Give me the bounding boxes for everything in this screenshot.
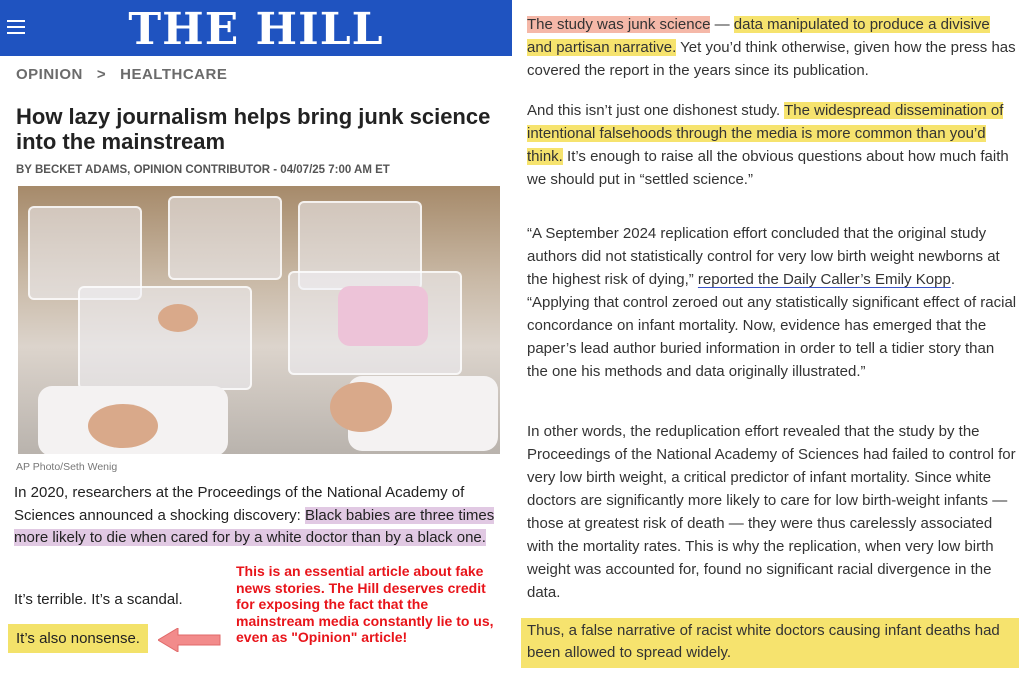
right-paragraph-3: [527, 222, 1017, 383]
paragraph-text: Yet you’d think otherwise, given how the press has covered the report in the years since its publication.: [527, 39, 1016, 79]
article-headline: How lazy journalism helps bring junk science into the mainstream: [16, 104, 491, 154]
breadcrumb-healthcare[interactable]: HEALTHCARE: [120, 66, 228, 83]
article-byline: BY BECKET ADAMS, OPINION CONTRIBUTOR - 04/07/25 7:00 AM ET: [16, 164, 390, 176]
article-paragraph-1: [14, 482, 502, 550]
article-paragraph-2: It’s terrible. It’s a scandal.: [14, 591, 183, 608]
highlight-manipulated: data manipulated to produce a divisive and partisan narrative.: [527, 16, 990, 56]
dash-text: —: [710, 16, 734, 33]
breadcrumb: [16, 66, 227, 83]
breadcrumb-separator: >: [96, 66, 107, 83]
quote-text: “A September 2024 replication effort concluded that the original study authors did not statistically control for very low birth weight newborns at the highest risk of dying,”: [527, 225, 1000, 288]
highlight-junk-science: The study was junk science: [527, 16, 711, 33]
site-logo[interactable]: THE HILL: [128, 4, 384, 55]
masthead: [0, 0, 512, 56]
baby-face: [330, 382, 392, 432]
photo-caption: AP Photo/Seth Wenig: [16, 461, 118, 473]
paragraph-text: In 2020, researchers at the Proceedings of the National Academy of Sciences announced a shocking discovery:: [14, 484, 465, 524]
daily-caller-link[interactable]: reported the Daily Caller’s Emily Kopp: [697, 271, 951, 288]
bassinet: [78, 286, 252, 390]
annotation-note: This is an essential article about fake news stories. The Hill deserves credit for exposing the fact that the mainstream media constantly lie to us, even as "Opinion" article!: [236, 563, 494, 645]
bassinet: [168, 196, 282, 280]
breadcrumb-opinion[interactable]: OPINION: [16, 66, 83, 83]
bassinet: [288, 271, 462, 375]
article-paragraph-3: It’s also nonsense.: [8, 624, 148, 653]
highlighted-claim: Black babies are three times more likely to die when cared for by a white doctor than by a black one.: [14, 506, 495, 546]
arrow-left-icon: [158, 628, 222, 652]
quote-text: . “Applying that control zeroed out any statistically significant effect of racial concordance on infant mortality. Now, evidence has emerged that the paper’s lead author buried information in order to tell a tidier story than the one his methods and data originally illustrated.”: [527, 271, 1017, 380]
paragraph-text: And this isn’t just one dishonest study.: [527, 102, 785, 119]
baby-face: [88, 404, 158, 448]
right-paragraph-4: In other words, the reduplication effort revealed that the study by the Proceedings of the National Academy of Sciences had failed to control for very low birth weight, a critical predictor of infant mortality. Since white doctors are significantly more likely to care for low birth-weight infants — those at greatest risk of death — they were thus carelessly associated with the mortality rates. This is why the replication, when very low birth weight was accounted for, found no significant racial divergence in the data.: [527, 423, 1016, 601]
right-paragraph-2: [527, 99, 1017, 191]
article-photo: [18, 186, 500, 454]
right-paragraph-1: [527, 13, 1017, 82]
paragraph-text: It’s enough to raise all the obvious questions about how much faith we should put in “settled science.”: [527, 148, 1009, 188]
right-paragraph-5: Thus, a false narrative of racist white doctors causing infant deaths had been allowed to spread widely.: [521, 618, 1019, 668]
highlight-falsehoods: The widespread dissemination of intentional falsehoods through the media is more common than you’d think.: [527, 102, 1004, 165]
baby-face: [158, 304, 198, 332]
